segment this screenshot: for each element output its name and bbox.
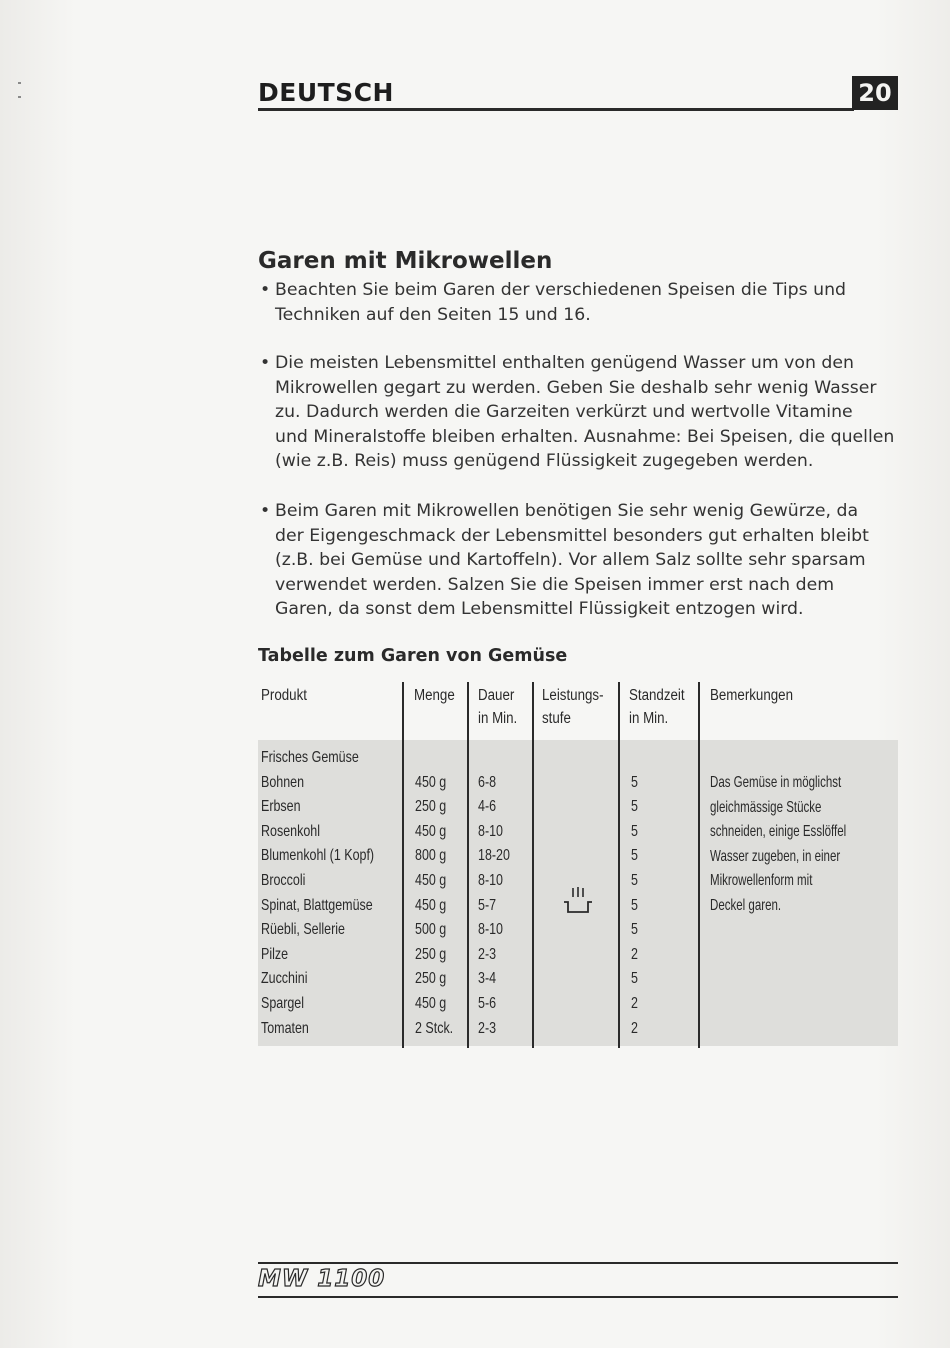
text-line: Beim Garen mit Mikrowellen benötigen Sie sehr wenig Gewürze, da bbox=[275, 501, 859, 521]
header-remarks bbox=[710, 684, 793, 707]
cell-product: Blumenkohl (1 Kopf) bbox=[261, 847, 375, 865]
column-divider bbox=[698, 682, 700, 1048]
cell-duration: 6-8 bbox=[478, 773, 497, 791]
cell-standing: 2 bbox=[631, 994, 638, 1012]
margin-mark bbox=[18, 82, 21, 84]
bullet-paragraph bbox=[258, 278, 898, 327]
section-title: Garen mit Mikrowellen bbox=[258, 248, 553, 274]
margin-mark bbox=[18, 96, 21, 98]
header-power bbox=[542, 684, 604, 730]
text-line: zu. Dadurch werden die Garzeiten verkürzt und wertvolle Vitamine bbox=[275, 402, 853, 423]
microwave-full-power-icon bbox=[560, 886, 596, 916]
cell-amount: 450 g bbox=[415, 871, 447, 889]
cell-standing: 5 bbox=[631, 773, 638, 791]
cell-standing: 5 bbox=[631, 921, 638, 939]
page-header bbox=[258, 76, 898, 114]
text-line: verwendet werden. Salzen Sie die Speisen immer erst nach dem bbox=[275, 574, 835, 595]
text-line: Mikrowellen gegart zu werden. Geben Sie deshalb sehr wenig Wasser bbox=[275, 377, 877, 398]
cell-duration: 8-10 bbox=[478, 822, 503, 840]
text-line: Garen, da sonst dem Lebensmittel Flüssigkeit entzogen wird. bbox=[275, 599, 804, 620]
cell-product: Rosenkohl bbox=[261, 822, 320, 840]
footer-rule bbox=[258, 1262, 898, 1264]
cell-amount: 250 g bbox=[415, 970, 447, 988]
cell-product: Tomaten bbox=[261, 1019, 309, 1037]
column-divider bbox=[467, 682, 469, 1048]
text-line: der Eigengeschmack der Lebensmittel besonders gut erhalten bleibt bbox=[275, 525, 869, 546]
cell-standing: 5 bbox=[631, 871, 638, 889]
cell-duration: 18-20 bbox=[478, 847, 510, 865]
text-line: Beachten Sie beim Garen der verschiedenen Speisen die Tips und bbox=[275, 280, 846, 300]
header-product-label: Produkt bbox=[261, 687, 307, 704]
cell-amount: 450 g bbox=[415, 896, 447, 914]
remark-line: Das Gemüse in möglichst bbox=[710, 774, 842, 791]
remark-line: Deckel garen. bbox=[710, 896, 782, 914]
cell-standing: 5 bbox=[631, 847, 638, 865]
language-label: DEUTSCH bbox=[258, 78, 394, 107]
bullet-icon: • bbox=[260, 280, 271, 300]
cell-product: Spargel bbox=[261, 994, 305, 1012]
header-standing-unit: in Min. bbox=[629, 710, 669, 727]
cell-standing: 5 bbox=[631, 798, 638, 816]
column-divider bbox=[402, 682, 404, 1048]
cell-standing: 5 bbox=[631, 970, 638, 988]
header-rule bbox=[258, 108, 854, 111]
cell-product: Broccoli bbox=[261, 871, 306, 889]
header-amount bbox=[414, 684, 455, 707]
cell-product: Pilze bbox=[261, 945, 289, 963]
cell-duration: 2-3 bbox=[478, 1019, 497, 1037]
text-line: Die meisten Lebensmittel enthalten genügend Wasser um von den bbox=[275, 353, 854, 373]
cell-product: Zucchini bbox=[261, 970, 308, 988]
cell-duration: 5-7 bbox=[478, 896, 497, 914]
cell-product: Rüebli, Sellerie bbox=[261, 921, 345, 939]
cell-duration: 8-10 bbox=[478, 921, 503, 939]
table-title: Tabelle zum Garen von Gemüse bbox=[258, 646, 568, 666]
cell-amount: 450 g bbox=[415, 994, 447, 1012]
cell-product: Spinat, Blattgemüse bbox=[261, 896, 373, 914]
text-line: und Mineralstoffe bleiben erhalten. Ausnahme: Bei Speisen, die quellen bbox=[275, 426, 895, 447]
bullet-paragraph bbox=[258, 499, 898, 622]
header-duration bbox=[478, 684, 517, 730]
cell-duration: 5-6 bbox=[478, 994, 497, 1012]
header-product bbox=[261, 684, 307, 707]
remark-line: Mikrowellenform mit bbox=[710, 872, 813, 890]
cell-product: Bohnen bbox=[261, 773, 305, 791]
cell-amount: 800 g bbox=[415, 847, 447, 865]
column-remarks bbox=[710, 771, 846, 919]
remark-line: Wasser zugeben, in einer bbox=[710, 847, 841, 865]
cell-standing: 2 bbox=[631, 1019, 638, 1037]
cell-duration: 4-6 bbox=[478, 798, 497, 816]
header-duration-unit: in Min. bbox=[478, 710, 518, 727]
footer-rule bbox=[258, 1296, 898, 1298]
model-logo: MW 1100 bbox=[258, 1266, 386, 1292]
cell-amount: 450 g bbox=[415, 822, 447, 840]
column-duration bbox=[478, 771, 510, 1042]
header-standing-label: Standzeit bbox=[629, 687, 685, 704]
cell-amount: 250 g bbox=[415, 798, 447, 816]
page-number: 20 bbox=[852, 76, 898, 110]
cell-amount: 2 Stck. bbox=[415, 1019, 454, 1037]
column-product bbox=[261, 746, 374, 1041]
vegetable-cooking-table bbox=[258, 682, 898, 1050]
header-power-label: Leistungs- bbox=[542, 687, 604, 704]
cell-duration: 8-10 bbox=[478, 871, 503, 889]
remark-line: schneiden, einige Esslöffel bbox=[710, 823, 847, 841]
cell-amount: 500 g bbox=[415, 921, 447, 939]
bullet-icon: • bbox=[260, 501, 271, 521]
bullet-icon: • bbox=[260, 353, 271, 373]
cell-amount: 250 g bbox=[415, 945, 447, 963]
remark-line: gleichmässige Stücke bbox=[710, 798, 822, 816]
header-standing bbox=[629, 684, 685, 730]
column-standing bbox=[631, 771, 638, 1042]
cell-product: Erbsen bbox=[261, 798, 301, 816]
header-remarks-label: Bemerkungen bbox=[710, 687, 794, 704]
cell-standing: 2 bbox=[631, 945, 638, 963]
header-duration-label: Dauer bbox=[478, 687, 515, 704]
cell-standing: 5 bbox=[631, 822, 638, 840]
cell-standing: 5 bbox=[631, 896, 638, 914]
text-line: Techniken auf den Seiten 15 und 16. bbox=[275, 304, 591, 325]
column-divider bbox=[618, 682, 620, 1048]
column-divider bbox=[532, 682, 534, 1048]
cell-duration: 3-4 bbox=[478, 970, 497, 988]
header-power-label-2: stufe bbox=[542, 710, 571, 727]
group-label: Frisches Gemüse bbox=[261, 749, 359, 766]
header-amount-label: Menge bbox=[414, 687, 455, 704]
cell-duration: 2-3 bbox=[478, 945, 497, 963]
text-line: (wie z.B. Reis) muss genügend Flüssigkeit zugegeben werden. bbox=[275, 451, 814, 472]
bullet-paragraph bbox=[258, 351, 898, 474]
cell-amount: 450 g bbox=[415, 773, 447, 791]
text-line: (z.B. bei Gemüse und Kartoffeln). Vor allem Salz sollte sehr sparsam bbox=[275, 550, 866, 571]
column-amount bbox=[415, 771, 453, 1042]
